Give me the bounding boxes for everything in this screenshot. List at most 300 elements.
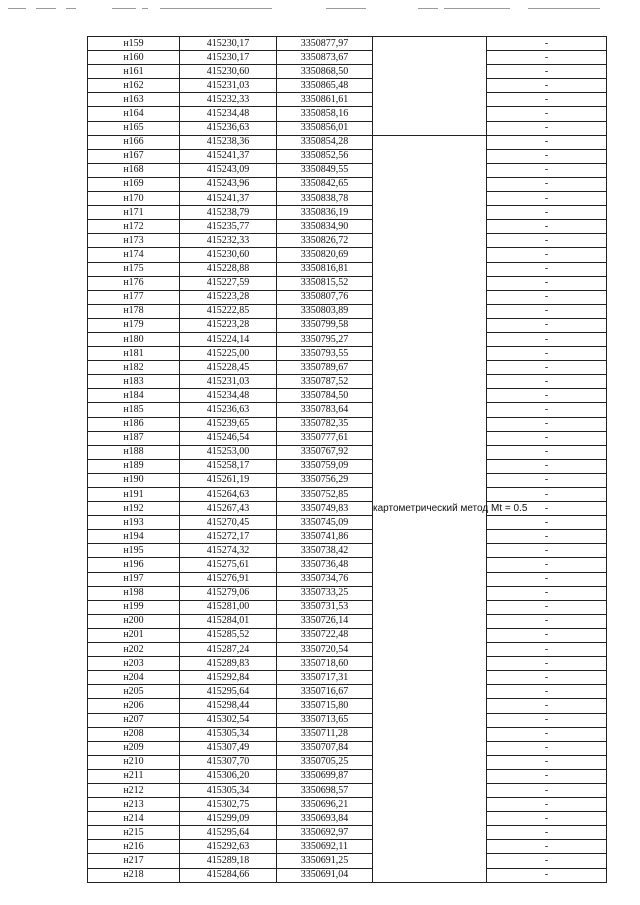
point-name-cell: н186 bbox=[88, 417, 180, 431]
x-coordinate-cell: 415235,77 bbox=[180, 220, 277, 234]
y-coordinate-cell: 3350815,52 bbox=[277, 276, 373, 290]
point-name-cell: н163 bbox=[88, 93, 180, 107]
table-row bbox=[88, 248, 607, 262]
y-coordinate-cell: 3350718,60 bbox=[277, 657, 373, 671]
y-coordinate-cell: 3350691,04 bbox=[277, 868, 373, 882]
accuracy-cell: - bbox=[487, 516, 607, 530]
accuracy-cell: - bbox=[487, 65, 607, 79]
y-coordinate-cell: 3350782,35 bbox=[277, 417, 373, 431]
y-coordinate-cell: 3350731,53 bbox=[277, 600, 373, 614]
point-name-cell: н179 bbox=[88, 318, 180, 332]
y-coordinate-cell: 3350793,55 bbox=[277, 347, 373, 361]
y-coordinate-cell: 3350692,97 bbox=[277, 826, 373, 840]
point-name-cell: н206 bbox=[88, 699, 180, 713]
y-coordinate-cell: 3350720,54 bbox=[277, 643, 373, 657]
table-row bbox=[88, 826, 607, 840]
point-name-cell: н169 bbox=[88, 177, 180, 191]
x-coordinate-cell: 415267,43 bbox=[180, 502, 277, 516]
table-row bbox=[88, 586, 607, 600]
accuracy-cell: - bbox=[487, 332, 607, 346]
accuracy-cell: - bbox=[487, 51, 607, 65]
accuracy-cell: - bbox=[487, 671, 607, 685]
point-name-cell: н214 bbox=[88, 812, 180, 826]
table-row bbox=[88, 347, 607, 361]
accuracy-cell: - bbox=[487, 431, 607, 445]
y-coordinate-cell: 3350738,42 bbox=[277, 544, 373, 558]
point-name-cell: н194 bbox=[88, 530, 180, 544]
accuracy-cell: - bbox=[487, 445, 607, 459]
accuracy-cell: - bbox=[487, 769, 607, 783]
table-row bbox=[88, 530, 607, 544]
point-name-cell: н195 bbox=[88, 544, 180, 558]
x-coordinate-cell: 415307,49 bbox=[180, 741, 277, 755]
y-coordinate-cell: 3350861,61 bbox=[277, 93, 373, 107]
accuracy-cell: - bbox=[487, 572, 607, 586]
accuracy-cell: - bbox=[487, 643, 607, 657]
x-coordinate-cell: 415295,64 bbox=[180, 685, 277, 699]
y-coordinate-cell: 3350842,65 bbox=[277, 177, 373, 191]
point-name-cell: н170 bbox=[88, 192, 180, 206]
table-row bbox=[88, 769, 607, 783]
accuracy-cell: - bbox=[487, 657, 607, 671]
x-coordinate-cell: 415223,28 bbox=[180, 290, 277, 304]
y-coordinate-cell: 3350713,65 bbox=[277, 713, 373, 727]
x-coordinate-cell: 415284,66 bbox=[180, 868, 277, 882]
coordinates-table-body bbox=[88, 37, 607, 883]
point-name-cell: н201 bbox=[88, 628, 180, 642]
table-row bbox=[88, 375, 607, 389]
point-name-cell: н213 bbox=[88, 798, 180, 812]
x-coordinate-cell: 415222,85 bbox=[180, 304, 277, 318]
y-coordinate-cell: 3350783,64 bbox=[277, 403, 373, 417]
x-coordinate-cell: 415243,09 bbox=[180, 163, 277, 177]
x-coordinate-cell: 415239,65 bbox=[180, 417, 277, 431]
accuracy-cell: - bbox=[487, 234, 607, 248]
accuracy-cell: - bbox=[487, 192, 607, 206]
y-coordinate-cell: 3350696,21 bbox=[277, 798, 373, 812]
accuracy-cell: - bbox=[487, 318, 607, 332]
point-name-cell: н167 bbox=[88, 149, 180, 163]
y-coordinate-cell: 3350858,16 bbox=[277, 107, 373, 121]
accuracy-cell: - bbox=[487, 290, 607, 304]
x-coordinate-cell: 415292,63 bbox=[180, 840, 277, 854]
y-coordinate-cell: 3350803,89 bbox=[277, 304, 373, 318]
point-name-cell: н187 bbox=[88, 431, 180, 445]
table-row bbox=[88, 657, 607, 671]
point-name-cell: н171 bbox=[88, 206, 180, 220]
table-row bbox=[88, 51, 607, 65]
point-name-cell: н218 bbox=[88, 868, 180, 882]
x-coordinate-cell: 415234,48 bbox=[180, 389, 277, 403]
accuracy-cell: - bbox=[487, 375, 607, 389]
accuracy-cell: - bbox=[487, 826, 607, 840]
point-name-cell: н205 bbox=[88, 685, 180, 699]
table-row bbox=[88, 276, 607, 290]
x-coordinate-cell: 415305,34 bbox=[180, 783, 277, 797]
x-coordinate-cell: 415238,36 bbox=[180, 135, 277, 149]
point-name-cell: н217 bbox=[88, 854, 180, 868]
x-coordinate-cell: 415253,00 bbox=[180, 445, 277, 459]
accuracy-cell: - bbox=[487, 163, 607, 177]
table-row bbox=[88, 234, 607, 248]
table-row bbox=[88, 840, 607, 854]
y-coordinate-cell: 3350699,87 bbox=[277, 769, 373, 783]
x-coordinate-cell: 415228,45 bbox=[180, 361, 277, 375]
y-coordinate-cell: 3350698,57 bbox=[277, 783, 373, 797]
y-coordinate-cell: 3350705,25 bbox=[277, 755, 373, 769]
point-name-cell: н208 bbox=[88, 727, 180, 741]
x-coordinate-cell: 415241,37 bbox=[180, 192, 277, 206]
x-coordinate-cell: 415246,54 bbox=[180, 431, 277, 445]
point-name-cell: н161 bbox=[88, 65, 180, 79]
y-coordinate-cell: 3350854,28 bbox=[277, 135, 373, 149]
y-coordinate-cell: 3350734,76 bbox=[277, 572, 373, 586]
x-coordinate-cell: 415230,17 bbox=[180, 37, 277, 51]
table-row bbox=[88, 812, 607, 826]
y-coordinate-cell: 3350868,50 bbox=[277, 65, 373, 79]
point-name-cell: н184 bbox=[88, 389, 180, 403]
point-name-cell: н180 bbox=[88, 332, 180, 346]
accuracy-cell: - bbox=[487, 488, 607, 502]
table-row bbox=[88, 488, 607, 502]
y-coordinate-cell: 3350820,69 bbox=[277, 248, 373, 262]
y-coordinate-cell: 3350691,25 bbox=[277, 854, 373, 868]
y-coordinate-cell: 3350692,11 bbox=[277, 840, 373, 854]
x-coordinate-cell: 415232,33 bbox=[180, 234, 277, 248]
point-name-cell: н176 bbox=[88, 276, 180, 290]
point-name-cell: н204 bbox=[88, 671, 180, 685]
table-row bbox=[88, 121, 607, 135]
table-row bbox=[88, 403, 607, 417]
table-row bbox=[88, 798, 607, 812]
x-coordinate-cell: 415227,59 bbox=[180, 276, 277, 290]
method-label: картометрический метод Mt = 0.5 bbox=[373, 502, 528, 514]
y-coordinate-cell: 3350745,09 bbox=[277, 516, 373, 530]
point-name-cell: н212 bbox=[88, 783, 180, 797]
y-coordinate-cell: 3350836,19 bbox=[277, 206, 373, 220]
accuracy-cell: - bbox=[487, 361, 607, 375]
table-row bbox=[88, 37, 607, 51]
table-row bbox=[88, 417, 607, 431]
y-coordinate-cell: 3350787,52 bbox=[277, 375, 373, 389]
point-name-cell: н175 bbox=[88, 262, 180, 276]
y-coordinate-cell: 3350756,29 bbox=[277, 473, 373, 487]
x-coordinate-cell: 415230,60 bbox=[180, 248, 277, 262]
point-name-cell: н215 bbox=[88, 826, 180, 840]
accuracy-cell: - bbox=[487, 530, 607, 544]
table-row bbox=[88, 516, 607, 530]
x-coordinate-cell: 415238,79 bbox=[180, 206, 277, 220]
y-coordinate-cell: 3350722,48 bbox=[277, 628, 373, 642]
accuracy-cell: - bbox=[487, 37, 607, 51]
table-row bbox=[88, 502, 607, 516]
point-name-cell: н203 bbox=[88, 657, 180, 671]
point-name-cell: н182 bbox=[88, 361, 180, 375]
table-row bbox=[88, 389, 607, 403]
y-coordinate-cell: 3350816,81 bbox=[277, 262, 373, 276]
table-row bbox=[88, 600, 607, 614]
accuracy-cell: - bbox=[487, 741, 607, 755]
point-name-cell: н185 bbox=[88, 403, 180, 417]
y-coordinate-cell: 3350849,55 bbox=[277, 163, 373, 177]
accuracy-cell: - bbox=[487, 600, 607, 614]
point-name-cell: н211 bbox=[88, 769, 180, 783]
table-row bbox=[88, 220, 607, 234]
x-coordinate-cell: 415270,45 bbox=[180, 516, 277, 530]
table-row bbox=[88, 206, 607, 220]
x-coordinate-cell: 415285,52 bbox=[180, 628, 277, 642]
accuracy-cell: - bbox=[487, 783, 607, 797]
y-coordinate-cell: 3350789,67 bbox=[277, 361, 373, 375]
table-row bbox=[88, 628, 607, 642]
accuracy-cell: - bbox=[487, 812, 607, 826]
x-coordinate-cell: 415224,14 bbox=[180, 332, 277, 346]
accuracy-cell: - bbox=[487, 459, 607, 473]
y-coordinate-cell: 3350877,97 bbox=[277, 37, 373, 51]
point-name-cell: н174 bbox=[88, 248, 180, 262]
y-coordinate-cell: 3350873,67 bbox=[277, 51, 373, 65]
y-coordinate-cell: 3350807,76 bbox=[277, 290, 373, 304]
y-coordinate-cell: 3350759,09 bbox=[277, 459, 373, 473]
point-name-cell: н162 bbox=[88, 79, 180, 93]
x-coordinate-cell: 415289,18 bbox=[180, 854, 277, 868]
x-coordinate-cell: 415274,32 bbox=[180, 544, 277, 558]
x-coordinate-cell: 415230,17 bbox=[180, 51, 277, 65]
table-row bbox=[88, 558, 607, 572]
x-coordinate-cell: 415284,01 bbox=[180, 614, 277, 628]
y-coordinate-cell: 3350693,84 bbox=[277, 812, 373, 826]
table-row bbox=[88, 572, 607, 586]
y-coordinate-cell: 3350707,84 bbox=[277, 741, 373, 755]
table-row bbox=[88, 163, 607, 177]
table-row bbox=[88, 459, 607, 473]
accuracy-cell: - bbox=[487, 502, 607, 516]
accuracy-cell: - bbox=[487, 558, 607, 572]
point-name-cell: н193 bbox=[88, 516, 180, 530]
x-coordinate-cell: 415275,61 bbox=[180, 558, 277, 572]
accuracy-cell: - bbox=[487, 206, 607, 220]
y-coordinate-cell: 3350865,48 bbox=[277, 79, 373, 93]
point-name-cell: н210 bbox=[88, 755, 180, 769]
x-coordinate-cell: 415236,63 bbox=[180, 403, 277, 417]
y-coordinate-cell: 3350716,67 bbox=[277, 685, 373, 699]
x-coordinate-cell: 415307,70 bbox=[180, 755, 277, 769]
accuracy-cell: - bbox=[487, 248, 607, 262]
y-coordinate-cell: 3350752,85 bbox=[277, 488, 373, 502]
accuracy-cell: - bbox=[487, 727, 607, 741]
table-row bbox=[88, 614, 607, 628]
y-coordinate-cell: 3350838,78 bbox=[277, 192, 373, 206]
y-coordinate-cell: 3350767,92 bbox=[277, 445, 373, 459]
point-name-cell: н165 bbox=[88, 121, 180, 135]
point-name-cell: н192 bbox=[88, 502, 180, 516]
accuracy-cell: - bbox=[487, 262, 607, 276]
y-coordinate-cell: 3350715,80 bbox=[277, 699, 373, 713]
table-row bbox=[88, 262, 607, 276]
y-coordinate-cell: 3350795,27 bbox=[277, 332, 373, 346]
x-coordinate-cell: 415272,17 bbox=[180, 530, 277, 544]
y-coordinate-cell: 3350852,56 bbox=[277, 149, 373, 163]
accuracy-cell: - bbox=[487, 121, 607, 135]
y-coordinate-cell: 3350741,86 bbox=[277, 530, 373, 544]
table-row bbox=[88, 755, 607, 769]
accuracy-cell: - bbox=[487, 586, 607, 600]
point-name-cell: н178 bbox=[88, 304, 180, 318]
point-name-cell: н198 bbox=[88, 586, 180, 600]
x-coordinate-cell: 415305,34 bbox=[180, 727, 277, 741]
x-coordinate-cell: 415279,06 bbox=[180, 586, 277, 600]
accuracy-cell: - bbox=[487, 699, 607, 713]
table-row bbox=[88, 713, 607, 727]
accuracy-cell: - bbox=[487, 177, 607, 191]
x-coordinate-cell: 415261,19 bbox=[180, 473, 277, 487]
point-name-cell: н168 bbox=[88, 163, 180, 177]
accuracy-cell: - bbox=[487, 614, 607, 628]
accuracy-cell: - bbox=[487, 276, 607, 290]
point-name-cell: н197 bbox=[88, 572, 180, 586]
x-coordinate-cell: 415243,96 bbox=[180, 177, 277, 191]
accuracy-cell: - bbox=[487, 854, 607, 868]
y-coordinate-cell: 3350826,72 bbox=[277, 234, 373, 248]
accuracy-cell: - bbox=[487, 868, 607, 882]
y-coordinate-cell: 3350733,25 bbox=[277, 586, 373, 600]
table-row bbox=[88, 304, 607, 318]
accuracy-cell: - bbox=[487, 544, 607, 558]
table-row bbox=[88, 741, 607, 755]
table-row bbox=[88, 192, 607, 206]
x-coordinate-cell: 415306,20 bbox=[180, 769, 277, 783]
y-coordinate-cell: 3350749,83 bbox=[277, 502, 373, 516]
table-row bbox=[88, 783, 607, 797]
x-coordinate-cell: 415236,63 bbox=[180, 121, 277, 135]
table-row bbox=[88, 445, 607, 459]
accuracy-cell: - bbox=[487, 417, 607, 431]
accuracy-cell: - bbox=[487, 473, 607, 487]
table-row bbox=[88, 854, 607, 868]
point-name-cell: н166 bbox=[88, 135, 180, 149]
x-coordinate-cell: 415234,48 bbox=[180, 107, 277, 121]
x-coordinate-cell: 415281,00 bbox=[180, 600, 277, 614]
table-row bbox=[88, 868, 607, 882]
accuracy-cell: - bbox=[487, 79, 607, 93]
x-coordinate-cell: 415276,91 bbox=[180, 572, 277, 586]
table-row bbox=[88, 473, 607, 487]
table-row bbox=[88, 699, 607, 713]
point-name-cell: н160 bbox=[88, 51, 180, 65]
accuracy-cell: - bbox=[487, 93, 607, 107]
x-coordinate-cell: 415295,64 bbox=[180, 826, 277, 840]
x-coordinate-cell: 415225,00 bbox=[180, 347, 277, 361]
point-name-cell: н181 bbox=[88, 347, 180, 361]
point-name-cell: н207 bbox=[88, 713, 180, 727]
point-name-cell: н173 bbox=[88, 234, 180, 248]
x-coordinate-cell: 415292,84 bbox=[180, 671, 277, 685]
y-coordinate-cell: 3350799,58 bbox=[277, 318, 373, 332]
accuracy-cell: - bbox=[487, 628, 607, 642]
point-name-cell: н196 bbox=[88, 558, 180, 572]
accuracy-cell: - bbox=[487, 713, 607, 727]
x-coordinate-cell: 415231,03 bbox=[180, 79, 277, 93]
table-row bbox=[88, 361, 607, 375]
x-coordinate-cell: 415228,88 bbox=[180, 262, 277, 276]
table-row bbox=[88, 727, 607, 741]
point-name-cell: н216 bbox=[88, 840, 180, 854]
table-row bbox=[88, 431, 607, 445]
point-name-cell: н172 bbox=[88, 220, 180, 234]
accuracy-cell: - bbox=[487, 840, 607, 854]
table-row bbox=[88, 318, 607, 332]
accuracy-cell: - bbox=[487, 304, 607, 318]
point-name-cell: н209 bbox=[88, 741, 180, 755]
point-name-cell: н164 bbox=[88, 107, 180, 121]
table-row bbox=[88, 544, 607, 558]
method-cell bbox=[373, 135, 528, 882]
x-coordinate-cell: 415302,54 bbox=[180, 713, 277, 727]
point-name-cell: н190 bbox=[88, 473, 180, 487]
accuracy-cell: - bbox=[487, 755, 607, 769]
point-name-cell: н202 bbox=[88, 643, 180, 657]
y-coordinate-cell: 3350717,31 bbox=[277, 671, 373, 685]
x-coordinate-cell: 415289,83 bbox=[180, 657, 277, 671]
y-coordinate-cell: 3350777,61 bbox=[277, 431, 373, 445]
x-coordinate-cell: 415299,09 bbox=[180, 812, 277, 826]
point-name-cell: н191 bbox=[88, 488, 180, 502]
coordinates-table bbox=[87, 36, 607, 883]
accuracy-cell: - bbox=[487, 149, 607, 163]
scan-header-artifacts bbox=[0, 6, 640, 12]
y-coordinate-cell: 3350784,50 bbox=[277, 389, 373, 403]
y-coordinate-cell: 3350834,90 bbox=[277, 220, 373, 234]
accuracy-cell: - bbox=[487, 798, 607, 812]
accuracy-cell: - bbox=[487, 220, 607, 234]
point-name-cell: н189 bbox=[88, 459, 180, 473]
x-coordinate-cell: 415287,24 bbox=[180, 643, 277, 657]
point-name-cell: н183 bbox=[88, 375, 180, 389]
accuracy-cell: - bbox=[487, 389, 607, 403]
table-row bbox=[88, 107, 607, 121]
table-row bbox=[88, 643, 607, 657]
accuracy-cell: - bbox=[487, 685, 607, 699]
table-row bbox=[88, 685, 607, 699]
point-name-cell: н200 bbox=[88, 614, 180, 628]
point-name-cell: н159 bbox=[88, 37, 180, 51]
accuracy-cell: - bbox=[487, 135, 607, 149]
table-row bbox=[88, 332, 607, 346]
accuracy-cell: - bbox=[487, 347, 607, 361]
y-coordinate-cell: 3350856,01 bbox=[277, 121, 373, 135]
point-name-cell: н199 bbox=[88, 600, 180, 614]
x-coordinate-cell: 415230,60 bbox=[180, 65, 277, 79]
x-coordinate-cell: 415231,03 bbox=[180, 375, 277, 389]
table-row bbox=[88, 290, 607, 304]
method-cell-empty bbox=[373, 37, 487, 136]
x-coordinate-cell: 415264,63 bbox=[180, 488, 277, 502]
table-row bbox=[88, 135, 607, 149]
table-row bbox=[88, 93, 607, 107]
x-coordinate-cell: 415223,28 bbox=[180, 318, 277, 332]
point-name-cell: н188 bbox=[88, 445, 180, 459]
accuracy-cell: - bbox=[487, 403, 607, 417]
x-coordinate-cell: 415298,44 bbox=[180, 699, 277, 713]
y-coordinate-cell: 3350736,48 bbox=[277, 558, 373, 572]
x-coordinate-cell: 415232,33 bbox=[180, 93, 277, 107]
x-coordinate-cell: 415302,75 bbox=[180, 798, 277, 812]
table-row bbox=[88, 671, 607, 685]
point-name-cell: н177 bbox=[88, 290, 180, 304]
x-coordinate-cell: 415258,17 bbox=[180, 459, 277, 473]
x-coordinate-cell: 415241,37 bbox=[180, 149, 277, 163]
table-row bbox=[88, 149, 607, 163]
